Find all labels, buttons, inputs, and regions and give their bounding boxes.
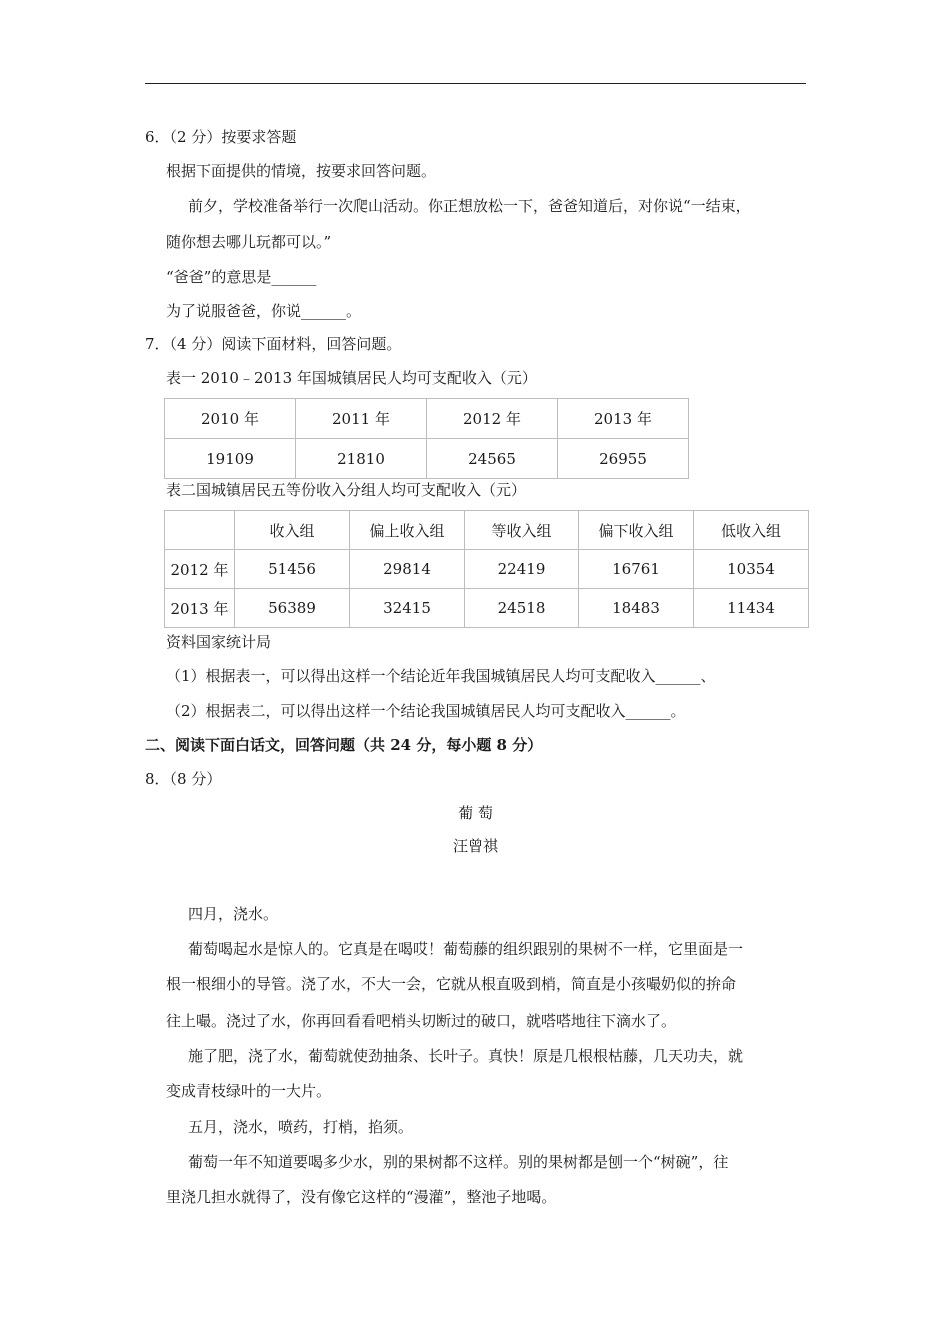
article-paragraph-line: 葡萄喝起水是惊人的。它真是在喝哎！葡萄藤的组织跟别的果树不一样，它里面是一 xyxy=(188,940,744,958)
article-paragraph-line: 往上嘬。浇过了水，你再回看看吧梢头切断过的破口，就嗒嗒地往下滴水了。 xyxy=(166,1012,677,1030)
table-header-cell: 2010 年 xyxy=(165,399,296,439)
income-table-1 xyxy=(164,398,689,479)
table-row xyxy=(165,550,809,589)
q6-context-line-1: 前夕，学校准备举行一次爬山活动。你正想放松一下，爸爸知道后，对你说“一结束， xyxy=(188,197,751,215)
article-paragraph-line: 根一根细小的导管。浇了水，不大一会，它就从根直吸到梢，简直是小孩嘬奶似的拚命 xyxy=(166,975,737,993)
article-author: 汪曾祺 xyxy=(452,837,498,855)
table-cell: 51456 xyxy=(235,550,350,589)
table-cell: 32415 xyxy=(350,589,465,628)
q8-title: 8．（8 分） xyxy=(145,770,222,788)
table-cell: 19109 xyxy=(165,439,296,479)
table-cell: 11434 xyxy=(694,589,809,628)
income-table-2 xyxy=(164,510,809,628)
table-header-cell: 偏上收入组 xyxy=(350,511,465,550)
table-row-label: 2013 年 xyxy=(165,589,235,628)
table-header-cell xyxy=(165,511,235,550)
q7-sub-question-2: （2）根据表二，可以得出这样一个结论我国城镇居民人均可支配收入______。 xyxy=(166,702,686,720)
table-row xyxy=(165,589,809,628)
table-header-cell: 收入组 xyxy=(235,511,350,550)
table-header-cell: 低收入组 xyxy=(694,511,809,550)
data-source: 资料国家统计局 xyxy=(166,633,272,651)
table-cell: 26955 xyxy=(558,439,689,479)
article-title: 葡 萄 xyxy=(458,804,493,822)
q6-ask-1: “爸爸”的意思是______ xyxy=(166,268,317,286)
table-row xyxy=(165,399,689,439)
q6-title: 6．（2 分）按要求答题 xyxy=(145,128,297,146)
table2-caption: 表二国城镇居民五等份收入分组人均可支配收入（元） xyxy=(166,481,527,499)
article-paragraph-line: 变成青枝绿叶的一大片。 xyxy=(166,1082,332,1100)
table-header-cell: 2012 年 xyxy=(427,399,558,439)
article-paragraph-line: 施了肥，浇了水，葡萄就使劲抽条、长叶子。真快！原是几根根枯藤，几天功夫，就 xyxy=(188,1047,744,1065)
article-paragraph-line: 四月，浇水。 xyxy=(188,905,279,923)
table-header-cell: 2011 年 xyxy=(296,399,427,439)
table-header-cell: 2013 年 xyxy=(558,399,689,439)
table-row xyxy=(165,511,809,550)
article-paragraph-line: 五月，浇水，喷药，打梢，掐须。 xyxy=(188,1118,414,1136)
section-heading: 二、阅读下面白话文，回答问题（共 24 分，每小题 8 分） xyxy=(145,736,543,754)
table-cell: 24518 xyxy=(465,589,579,628)
table-cell: 10354 xyxy=(694,550,809,589)
table-cell: 16761 xyxy=(579,550,694,589)
table-cell: 18483 xyxy=(579,589,694,628)
table-header-cell: 等收入组 xyxy=(465,511,579,550)
table-cell: 22419 xyxy=(465,550,579,589)
q7-sub-question-1: （1）根据表一，可以得出这样一个结论近年我国城镇居民人均可支配收入______、 xyxy=(166,667,716,685)
q6-intro: 根据下面提供的情境，按要求回答问题。 xyxy=(166,162,437,180)
table-header-cell: 偏下收入组 xyxy=(579,511,694,550)
table-row-label: 2012 年 xyxy=(165,550,235,589)
table-cell: 21810 xyxy=(296,439,427,479)
article-paragraph-line: 葡萄一年不知道要喝多少水，别的果树都不这样。别的果树都是刨一个“树碗”，往 xyxy=(188,1153,729,1171)
table-cell: 24565 xyxy=(427,439,558,479)
article-paragraph-line: 里浇几担水就得了，没有像它这样的“漫灌”，整池子地喝。 xyxy=(166,1188,557,1206)
header-rule xyxy=(145,83,806,84)
table-cell: 56389 xyxy=(235,589,350,628)
q6-ask-2: 为了说服爸爸，你说______。 xyxy=(166,302,362,320)
q7-title: 7．（4 分）阅读下面材料，回答问题。 xyxy=(145,335,402,353)
q6-context-line-2: 随你想去哪儿玩都可以。” xyxy=(166,233,332,251)
table-cell: 29814 xyxy=(350,550,465,589)
table1-caption: 表一 2010﹣2013 年国城镇居民人均可支配收入（元） xyxy=(166,369,537,387)
table-row xyxy=(165,439,689,479)
